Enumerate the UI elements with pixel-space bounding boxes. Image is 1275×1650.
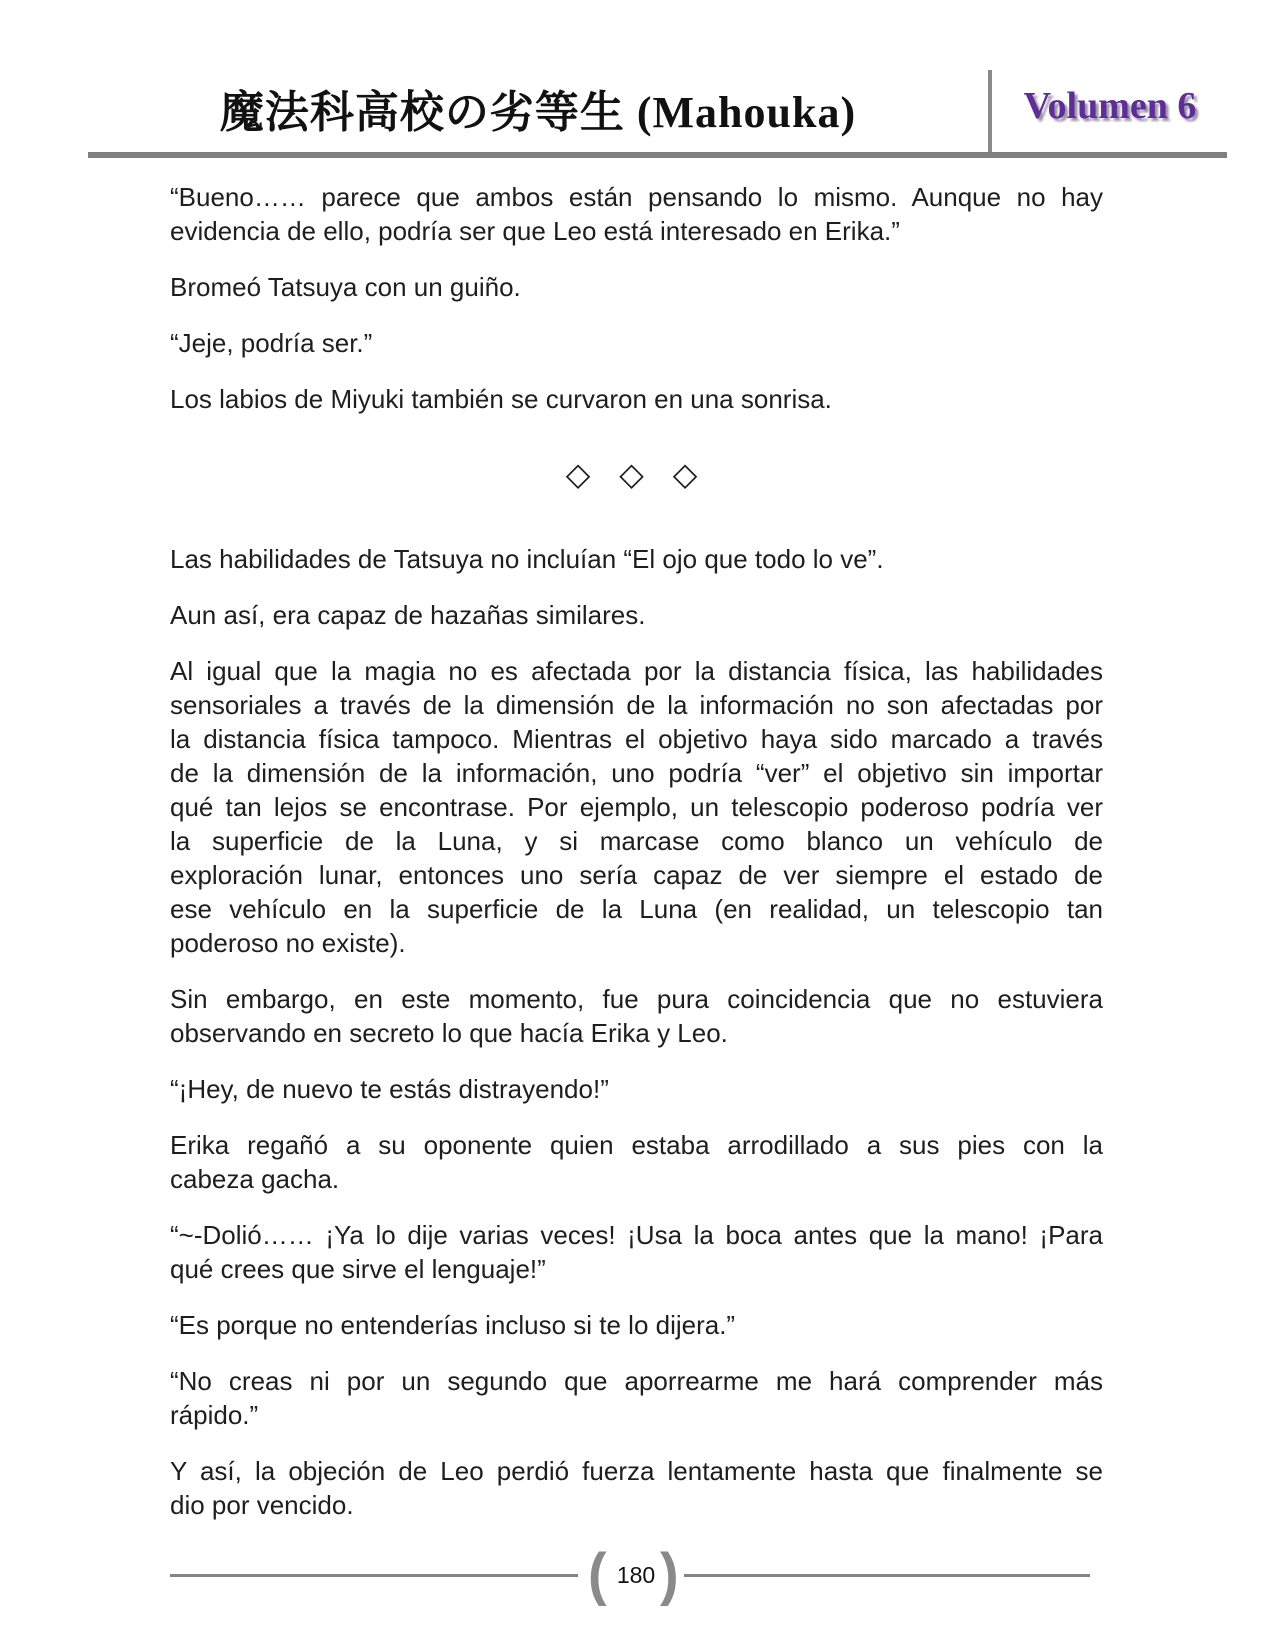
paragraph — [170, 598, 1103, 632]
text-line: observando en secreto lo que hacía Erika y Leo. — [170, 1018, 728, 1048]
text-line: Las habilidades de Tatsuya no incluían “El ojo que todo lo ve”. — [170, 544, 884, 574]
text-line: “Es porque no entenderías incluso si te lo dijera.” — [170, 1310, 736, 1340]
text-line: Bromeó Tatsuya con un guiño. — [170, 272, 521, 302]
text-line: evidencia de ello, podría ser que Leo está interesado en Erika.” — [170, 216, 900, 246]
text-line: Sin embargo, en este momento, fue pura coincidencia que no estuviera — [170, 984, 1103, 1014]
paragraph — [170, 982, 1103, 1050]
footer-line-right — [684, 1574, 1090, 1577]
page-number: 180 — [616, 1562, 656, 1588]
document-title: 魔法科高校の劣等生 (Mahouka) — [219, 88, 857, 137]
text-line: Y así, la objeción de Leo perdió fuerza lentamente hasta que finalmente se — [170, 1456, 1103, 1486]
text-line: Aun así, era capaz de hazañas similares. — [170, 600, 646, 630]
text-line: qué crees que sirve el lenguaje!” — [170, 1254, 546, 1284]
text-line: ese vehículo en la superficie de la Luna (en realidad, un telescopio tan — [170, 894, 1103, 924]
paragraph — [170, 1218, 1103, 1286]
paragraph — [170, 654, 1103, 960]
text-line: sensoriales a través de la dimensión de la información no son afectadas por — [170, 690, 1103, 720]
text-line: rápido.” — [170, 1400, 259, 1430]
volume-label: Volumen 6 — [1023, 85, 1197, 127]
text-line: Los labios de Miyuki también se curvaron en una sonrisa. — [170, 384, 832, 414]
section-separator: ◇ ◇ ◇ — [565, 456, 708, 492]
text-line: Erika regañó a su oponente quien estaba arrodillado a sus pies con la — [170, 1130, 1103, 1160]
paragraph — [170, 1454, 1103, 1522]
text-line: “Bueno…… parece que ambos están pensando lo mismo. Aunque no hay — [170, 182, 1103, 212]
paragraph — [170, 1308, 1103, 1342]
text-line: “¡Hey, de nuevo te estás distrayendo!” — [170, 1074, 609, 1104]
text-line: qué tan lejos se encontrase. Por ejemplo, un telescopio poderoso podría ver — [170, 792, 1103, 822]
text-line: de la dimensión de la información, uno podría “ver” el objetivo sin importar — [170, 758, 1103, 788]
paragraph — [170, 1364, 1103, 1432]
paragraph — [170, 1072, 1103, 1106]
paragraph — [170, 270, 1103, 304]
text-line: “No creas ni por un segundo que aporrearme me hará comprender más — [170, 1366, 1103, 1396]
paragraph — [170, 382, 1103, 416]
text-line: la superficie de la Luna, y si marcase como blanco un vehículo de — [170, 826, 1103, 856]
text-line: Al igual que la magia no es afectada por la distancia física, las habilidades — [170, 656, 1103, 686]
footer-line-left — [170, 1574, 578, 1577]
header-rule — [88, 152, 1227, 158]
paragraph — [170, 180, 1103, 248]
text-line: dio por vencido. — [170, 1490, 354, 1520]
text-line: exploración lunar, entonces uno sería capaz de ver siempre el estado de — [170, 860, 1103, 890]
footer-bracket-right: ) — [660, 1540, 679, 1607]
text-line: poderoso no existe). — [170, 928, 406, 958]
text-line: “Jeje, podría ser.” — [170, 328, 373, 358]
text-line: la distancia física tampoco. Mientras el objetivo haya sido marcado a través — [170, 724, 1103, 754]
text-line: “~-Dolió…… ¡Ya lo dije varias veces! ¡Usa la boca antes que la mano! ¡Para — [170, 1220, 1103, 1250]
footer-bracket-left: ( — [588, 1540, 607, 1607]
page-body — [170, 180, 1103, 1544]
paragraph — [170, 1128, 1103, 1196]
paragraph — [170, 326, 1103, 360]
text-line: cabeza gacha. — [170, 1164, 340, 1194]
paragraph — [170, 542, 1103, 576]
